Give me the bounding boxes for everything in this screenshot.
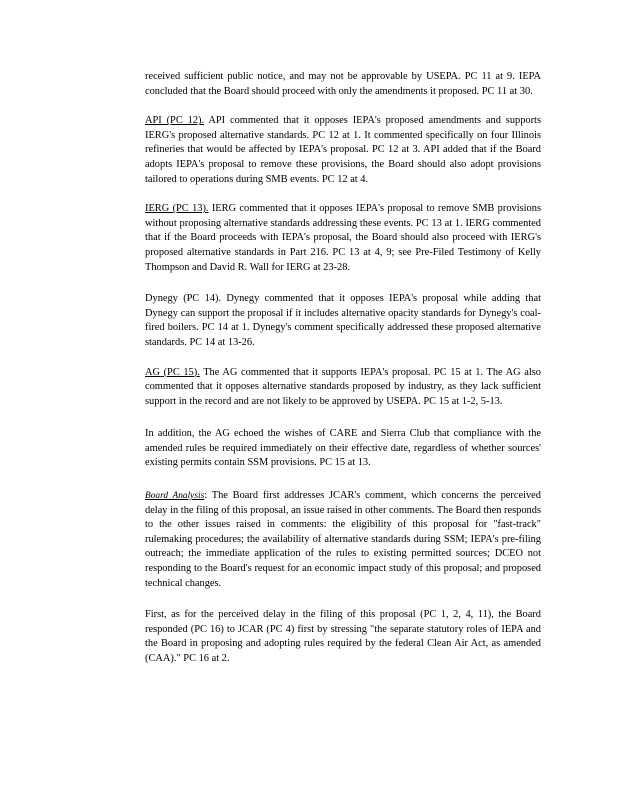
paragraph-public-notice [145,70,541,99]
paragraph-text: IERG commented that it opposes IEPA's proposal to remove SMB provisions without proposing alternative standards addressing these events. PC 13 at 1. IERG commented that if the Board proceeds with IEPA's proposal, the Board should also proceed with IERG's proposed alternative standards in Part 216. PC 13 at 4, 9; see Pre-Filed Testimony of Kelly Thompson and David R. Wall for IERG at 23-28. [145,203,541,273]
paragraph-text: API commented that it opposes IEPA's proposed amendments and supports IERG's proposed alternative standards. PC 12 at 1. It commented specifically on four Illinois refineries that would be affected by IEPA's proposal. PC 12 at 3. API added that if the Board adopts IEPA's proposal to remove these provisions, the Board should also adopt provisions tailored to operations during SMB events. PC 12 at 4. [145,115,541,185]
paragraph-ag-additional [145,427,541,471]
paragraph-text: First, as for the perceived delay in the filing of this proposal (PC 1, 2, 4, 11), the Board responded (PC 16) to JCAR (PC 4) first by stressing "the separate statutory roles of IEPA and the Board in proposing and adopting rules required by the federal Clean Air Act, as amended (CAA)." PC 16 at 2. [145,609,541,664]
paragraph-api-comment [145,114,541,187]
paragraph-text: Dynegy (PC 14). Dynegy commented that it opposes IEPA's proposal while adding that Dynegy can support the proposal if it includes alternative opacity standards for Dynegy's coal-fired boilers. PC 14 at 1. Dynegy's comment specifically addressed these proposed alternative standards. PC 14 at 13-26. [145,293,541,348]
paragraph-text: received sufficient public notice, and may not be approvable by USEPA. PC 11 at 9. IEPA concluded that the Board should proceed with only the amendments it proposed. PC 11 at 30. [145,71,541,97]
paragraph-text: : The Board first addresses JCAR's comment, which concerns the perceived delay in the filing of this proposal, an issue raised in other comments. The Board then responds to the other issues raised in comments: the eligibility of this proposal for "fast-track" rulemaking procedures; the availability of alternative standards during SSM; IEPA's pre-filing outreach; the immediate application of the rules to existing permitted sources; DCEO not responding to the Board's request for an economic impact study of this proposal; and proposed technical changes. [145,490,541,589]
paragraph-heading-board-analysis: Board Analysis [145,491,205,502]
paragraph-text: In addition, the AG echoed the wishes of CARE and Sierra Club that compliance with the amended rules be required immediately on their effective date, regardless of whether sources' existing permits contain SSM provisions. PC 15 at 13. [145,428,541,469]
paragraph-board-analysis [145,489,541,591]
paragraph-heading-ierg: IERG (PC 13). [145,203,209,215]
paragraph-dynegy-comment [145,292,541,350]
paragraph-heading-api: API (PC 12). [145,115,205,127]
paragraph-ag-comment [145,366,541,410]
paragraph-text: The AG commented that it supports IEPA's proposal. PC 15 at 1. The AG also commented that it opposes alternative standards proposed by industry, as they lack sufficient support in the record and are not likely to be approved by USEPA. PC 15 at 1-2, 5-13. [145,366,541,407]
paragraph-perceived-delay [145,608,541,666]
document-page [145,70,541,687]
paragraph-heading-ag: AG (PC 15). [145,366,200,378]
paragraph-ierg-comment [145,202,541,275]
